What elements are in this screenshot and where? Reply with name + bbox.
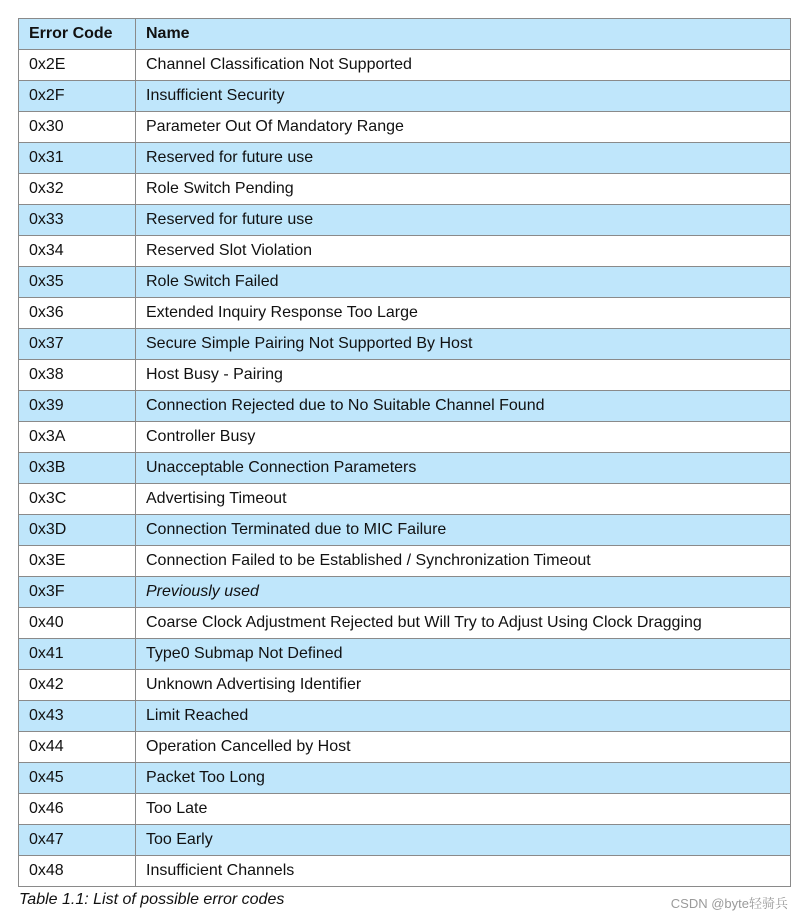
error-code-cell: 0x2F (19, 81, 136, 112)
table-row (19, 422, 791, 453)
table-row (19, 856, 791, 887)
table-row (19, 546, 791, 577)
error-code-cell: 0x43 (19, 701, 136, 732)
error-code-cell: 0x36 (19, 298, 136, 329)
error-name-cell: Connection Terminated due to MIC Failure (136, 515, 791, 546)
error-name-cell: Parameter Out Of Mandatory Range (136, 112, 791, 143)
error-name-cell: Role Switch Failed (136, 267, 791, 298)
error-name-cell: Reserved for future use (136, 143, 791, 174)
error-name-cell: Extended Inquiry Response Too Large (136, 298, 791, 329)
watermark: CSDN @byte轻骑兵 (670, 896, 788, 911)
table-caption: Table 1.1: List of possible error codes (19, 891, 285, 908)
error-code-cell: 0x3A (19, 422, 136, 453)
header-error-code: Error Code (19, 19, 136, 50)
error-name-cell: Type0 Submap Not Defined (136, 639, 791, 670)
table-row (19, 81, 791, 112)
error-code-cell: 0x34 (19, 236, 136, 267)
error-code-cell: 0x40 (19, 608, 136, 639)
table-row (19, 143, 791, 174)
error-name-cell: Insufficient Security (136, 81, 791, 112)
table-row (19, 360, 791, 391)
table-row (19, 112, 791, 143)
error-code-cell: 0x35 (19, 267, 136, 298)
error-code-cell: 0x46 (19, 794, 136, 825)
error-code-cell: 0x3E (19, 546, 136, 577)
error-name-cell: Reserved Slot Violation (136, 236, 791, 267)
error-name-cell: Packet Too Long (136, 763, 791, 794)
error-name-cell: Role Switch Pending (136, 174, 791, 205)
table-row (19, 763, 791, 794)
table-row (19, 298, 791, 329)
error-code-cell: 0x48 (19, 856, 136, 887)
table-row (19, 732, 791, 763)
error-code-cell: 0x30 (19, 112, 136, 143)
table-row (19, 236, 791, 267)
error-code-cell: 0x37 (19, 329, 136, 360)
error-name-cell: Connection Failed to be Established / Synchronization Timeout (136, 546, 791, 577)
error-name-cell: Coarse Clock Adjustment Rejected but Will Try to Adjust Using Clock Dragging (136, 608, 791, 639)
error-name-cell: Insufficient Channels (136, 856, 791, 887)
table-row (19, 484, 791, 515)
error-code-cell: 0x31 (19, 143, 136, 174)
error-name-cell: Host Busy - Pairing (136, 360, 791, 391)
table-row (19, 608, 791, 639)
error-code-table (18, 18, 791, 887)
error-code-cell: 0x44 (19, 732, 136, 763)
error-code-cell: 0x2E (19, 50, 136, 81)
error-name-cell: Too Late (136, 794, 791, 825)
table-row (19, 670, 791, 701)
table-row (19, 174, 791, 205)
error-name-cell: Channel Classification Not Supported (136, 50, 791, 81)
error-name-cell: Previously used (136, 577, 791, 608)
table-row (19, 577, 791, 608)
error-name-cell: Too Early (136, 825, 791, 856)
table-row (19, 453, 791, 484)
error-code-cell: 0x41 (19, 639, 136, 670)
error-name-cell: Secure Simple Pairing Not Supported By Host (136, 329, 791, 360)
error-name-cell: Unacceptable Connection Parameters (136, 453, 791, 484)
error-code-cell: 0x3D (19, 515, 136, 546)
header-name: Name (136, 19, 791, 50)
table-row (19, 794, 791, 825)
error-code-cell: 0x42 (19, 670, 136, 701)
error-code-cell: 0x3F (19, 577, 136, 608)
table-row (19, 825, 791, 856)
table-row (19, 267, 791, 298)
table-row (19, 50, 791, 81)
error-code-table-container (18, 18, 790, 887)
error-code-cell: 0x33 (19, 205, 136, 236)
error-code-cell: 0x32 (19, 174, 136, 205)
error-name-cell: Limit Reached (136, 701, 791, 732)
error-code-cell: 0x38 (19, 360, 136, 391)
error-name-cell: Unknown Advertising Identifier (136, 670, 791, 701)
error-name-cell: Advertising Timeout (136, 484, 791, 515)
error-code-cell: 0x39 (19, 391, 136, 422)
error-code-cell: 0x45 (19, 763, 136, 794)
error-name-cell: Controller Busy (136, 422, 791, 453)
error-name-cell: Operation Cancelled by Host (136, 732, 791, 763)
error-code-cell: 0x3B (19, 453, 136, 484)
table-row (19, 639, 791, 670)
table-row (19, 701, 791, 732)
error-name-cell: Connection Rejected due to No Suitable Channel Found (136, 391, 791, 422)
table-row (19, 391, 791, 422)
table-row (19, 329, 791, 360)
error-name-cell: Reserved for future use (136, 205, 791, 236)
table-row (19, 515, 791, 546)
table-body (19, 50, 791, 887)
table-row (19, 205, 791, 236)
error-code-cell: 0x47 (19, 825, 136, 856)
table-header-row (19, 19, 791, 50)
error-code-cell: 0x3C (19, 484, 136, 515)
